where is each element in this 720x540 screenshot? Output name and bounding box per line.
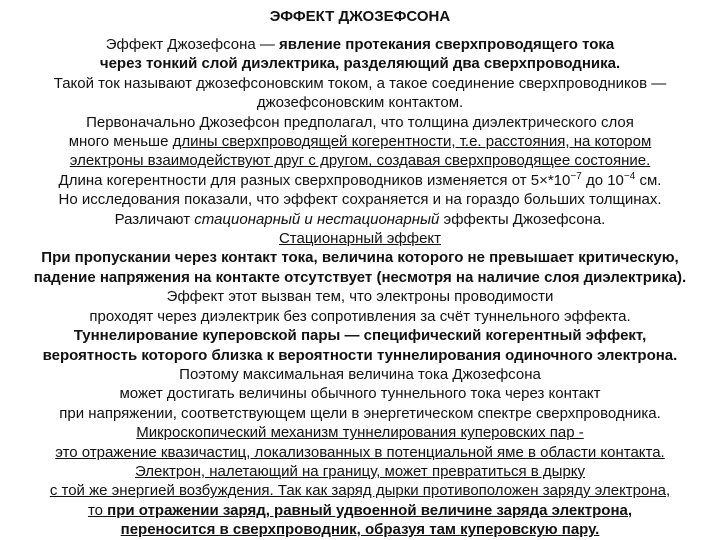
p2-line-4-b: до 10 — [581, 171, 624, 189]
p1-line-3: Такой ток называют джозефсоновским током, а такое соединение сверхпроводников — — [53, 74, 667, 92]
micro-line-5 — [0, 501, 720, 520]
micro-line-1: Микроскопический механизм туннелирования куперовских пар - — [136, 424, 584, 442]
stationary-line-3: Эффект этот вызван тем, что электроны проводимости — [166, 288, 554, 306]
stationary-line-4: проходят через диэлектрик без сопротивления за счёт туннельного эффекта. — [89, 307, 631, 325]
p1-line-4: джозефсоновским контактом. — [256, 94, 464, 112]
stationary-line-5: Туннелирование куперовской пары — специфический когерентный эффект, — [73, 327, 647, 345]
exponent-2: −4 — [623, 170, 636, 182]
p2-line-6-italic: стационарный и нестационарный — [194, 210, 440, 228]
micro-line-5-plain: то — [87, 501, 108, 519]
stationary-line-7: Поэтому максимальная величина тока Джозефсона — [179, 365, 541, 383]
p1-line-1-plain: Эффект Джозефсона — — [105, 36, 280, 53]
micro-line-3: Электрон, налетающий на границу, может превратиться в дырку — [134, 462, 586, 480]
p2-line-2 — [0, 132, 720, 151]
p1-line-1-bold: явление протекания сверхпроводящего тока — [279, 36, 615, 53]
p2-line-6-a: Различают — [114, 210, 195, 228]
p2-line-6 — [0, 210, 720, 229]
p2-line-5: Но исследования показали, что эффект сохраняется и на гораздо больших толщинах. — [58, 191, 662, 209]
micro-line-2: это отражение квазичастиц, локализованных в потенциальной яме в области контакта. — [55, 443, 665, 461]
p2-line-4-a: Длина когерентности для разных сверхпроводников изменяется от 5×*10 — [58, 171, 571, 189]
p2-line-6-c: эффекты Джозефсона. — [439, 210, 606, 228]
micro-line-6: переносится в сверхпроводник, образуя там куперовскую пару. — [120, 521, 600, 539]
stationary-heading: Стационарный эффект — [278, 230, 442, 248]
exponent-1: −7 — [570, 170, 582, 182]
stationary-line-8: может достигать величины обычного туннельного тока через контакт — [119, 385, 601, 403]
p2-line-4-c: см. — [635, 171, 662, 189]
stationary-line-6: вероятность которого близка к вероятности туннелирования одиночного электрона. — [42, 346, 678, 364]
stationary-line-2: падение напряжения на контакте отсутствует (несмотря на наличие слоя диэлектрика). — [33, 268, 687, 286]
p2-line-2-plain: много меньше — [68, 133, 173, 151]
p1-line-1 — [0, 35, 720, 54]
p2-line-1: Первоначально Джозефсон предполагал, что толщина диэлектрического слоя — [86, 113, 634, 131]
p1-line-2: через тонкий слой диэлектрика, разделяющий два сверхпроводника. — [99, 55, 621, 73]
slide-body — [0, 35, 720, 540]
slide-title: ЭФФЕКТ ДЖОЗЕФСОНА — [269, 8, 451, 25]
p2-line-4 — [0, 171, 720, 190]
micro-line-5-bold: при отражении заряд, равный удвоенной величине заряда электрона, — [107, 501, 633, 519]
micro-line-4: с той же энергией возбуждения. Так как заряд дырки противоположен заряду электрона, — [49, 482, 671, 500]
p2-line-3: электроны взаимодействуют друг с другом, создавая сверхпроводящее состояние. — [69, 152, 651, 170]
p2-line-2-underlined: длины сверхпроводящей когерентности, т.е. расстояния, на котором — [172, 133, 652, 151]
stationary-line-9: при напряжении, соответствующем щели в энергетическом спектре сверхпроводника. — [59, 404, 661, 422]
stationary-line-1: При пропускании через контакт тока, величина которого не превышает критическую, — [41, 249, 679, 267]
